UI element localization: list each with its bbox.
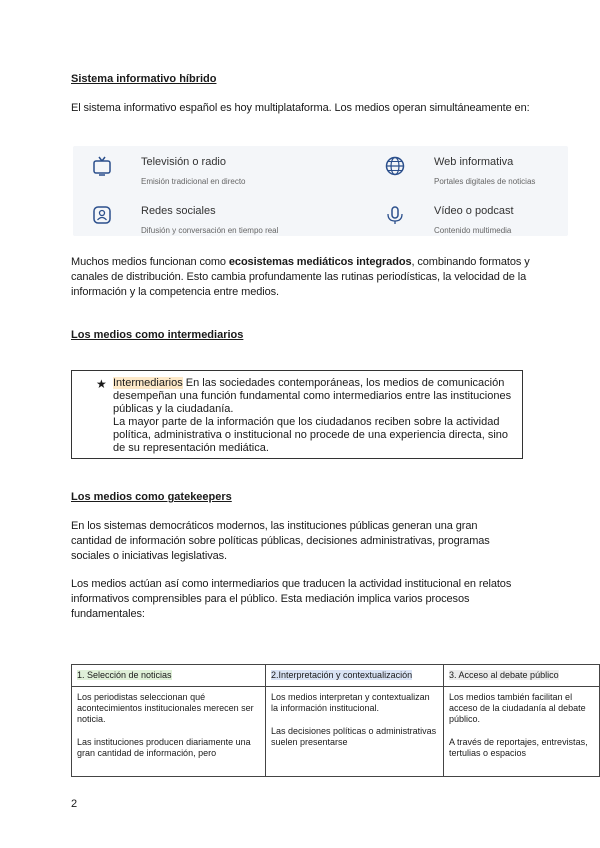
cell-text: Los periodistas seleccionan qué acontecimientos institucionales merecen ser noticia. xyxy=(77,692,254,724)
header-label: 2.Interpretación y contextualización xyxy=(271,670,413,680)
intro-paragraph: El sistema informativo español es hoy multiplataforma. Los medios operan simultáneamente en: xyxy=(71,102,530,114)
star-icon: ★ xyxy=(96,377,107,391)
para-bold-text: ecosistemas mediáticos integrados xyxy=(228,256,412,268)
processes-table xyxy=(71,664,600,777)
cell-text: Las decisiones políticas o administrativas suelen presentarse xyxy=(271,726,437,747)
table-header-cell xyxy=(266,665,444,687)
media-desc: Emisión tradicional en directo xyxy=(141,177,246,186)
globe-icon xyxy=(384,155,406,177)
header-label: 3. Acceso al debate público xyxy=(449,670,559,680)
gatekeepers-paragraph-1: En los sistemas democráticos modernos, las instituciones públicas generan una gran cantidad de información sobre políticas públicas, decisiones administrativas, programas sociales o iniciativas legislativas. xyxy=(71,520,490,562)
table-cell xyxy=(72,687,266,777)
podcast-icon xyxy=(384,204,406,226)
media-desc: Difusión y conversación en tiempo real xyxy=(141,226,279,235)
section-heading-hybrid: Sistema informativo híbrido xyxy=(71,73,217,85)
para-text: Muchos medios funcionan como xyxy=(71,256,229,268)
social-icon xyxy=(91,204,113,226)
intermediaries-note-box xyxy=(71,370,523,459)
table-cell xyxy=(444,687,600,777)
media-item-tv xyxy=(91,151,321,191)
note-text-part1: En las sociedades contemporáneas, los medios de comunicación desempeñan una función fundamental como intermediarios entre las instituciones públicas y la ciudadanía. xyxy=(113,377,512,415)
note-text xyxy=(113,377,513,455)
cell-text: Las instituciones producen diariamente una gran cantidad de información, pero xyxy=(77,737,251,758)
media-item-web xyxy=(384,151,600,191)
para-text: , combinando formatos y canales de distribución. Esto cambia profundamente las rutinas periodísticas, la velocidad de la información y la competencia entre medios. xyxy=(71,256,530,298)
media-desc: Portales digitales de noticias xyxy=(434,177,536,186)
media-desc: Contenido multimedia xyxy=(434,226,512,235)
table-cell xyxy=(266,687,444,777)
tv-icon xyxy=(91,155,113,177)
header-label: 1. Selección de noticias xyxy=(77,670,172,680)
cell-text: Los medios también facilitan el acceso de la ciudadanía al debate público. xyxy=(449,692,586,724)
table-row xyxy=(72,687,600,777)
media-title: Televisión o radio xyxy=(141,156,226,168)
table-header-row xyxy=(72,665,600,687)
highlight-term: Intermediarios xyxy=(113,377,183,389)
media-item-social xyxy=(91,200,321,240)
media-item-podcast xyxy=(384,200,600,240)
cell-text: A través de reportajes, entrevistas, tertulias o espacios xyxy=(449,737,588,758)
media-title: Web informativa xyxy=(434,156,514,168)
table-header-cell xyxy=(72,665,266,687)
page-number: 2 xyxy=(71,798,78,810)
section-heading-intermediaries: Los medios como intermediarios xyxy=(71,329,244,341)
table-header-cell xyxy=(444,665,600,687)
gatekeepers-paragraph-2: Los medios actúan así como intermediarios que traducen la actividad institucional en relatos informativos comprensibles para el público. Esta mediación implica varios procesos fundamentales: xyxy=(71,578,512,620)
media-title: Redes sociales xyxy=(141,205,216,217)
media-title: Vídeo o podcast xyxy=(434,205,514,217)
note-text-part2: La mayor parte de la información que los ciudadanos reciben sobre la actividad política, administrativa o institucional no procede de una experiencia directa, sino de su representación mediática. xyxy=(113,416,509,454)
media-platforms-box xyxy=(73,146,568,236)
cell-text: Los medios interpretan y contextualizan la información institucional. xyxy=(271,692,430,713)
ecosystems-paragraph xyxy=(71,255,531,300)
section-heading-gatekeepers: Los medios como gatekeepers xyxy=(71,491,232,503)
